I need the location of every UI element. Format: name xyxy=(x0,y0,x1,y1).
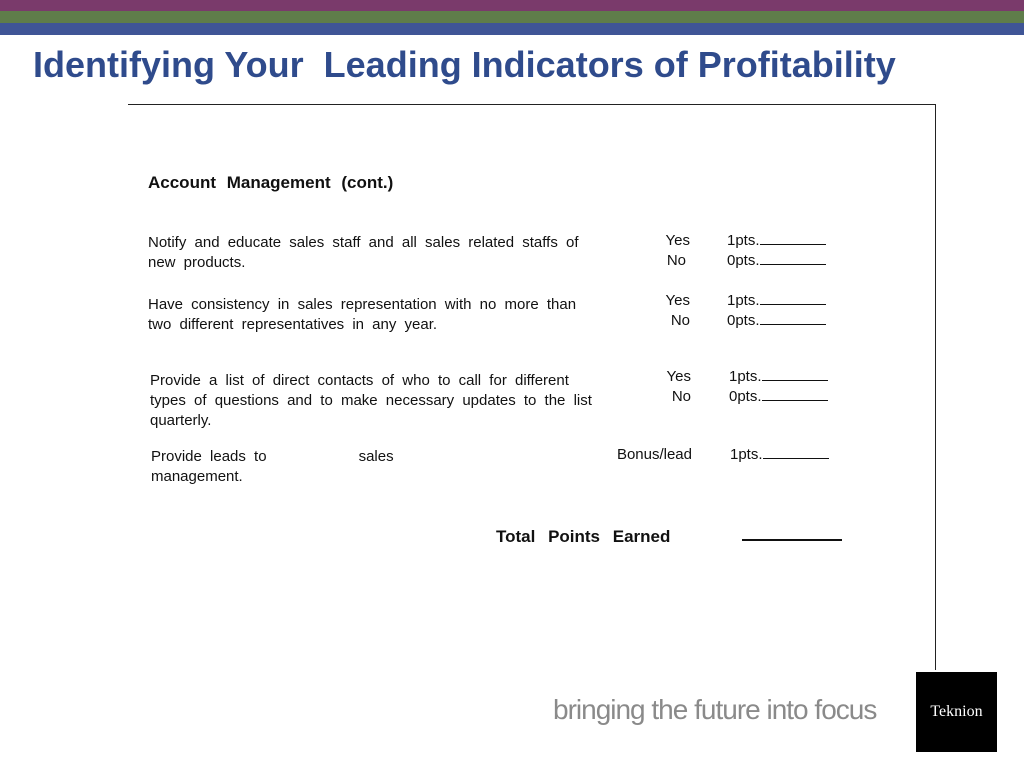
points-1-yes: 1pts. xyxy=(727,231,826,251)
points-2-no: 0pts. xyxy=(727,311,826,331)
score-blank[interactable] xyxy=(760,232,826,245)
points-1-no: 0pts. xyxy=(727,251,826,271)
score-blank[interactable] xyxy=(762,368,828,381)
points-3-yes: 1pts. xyxy=(729,367,828,387)
answer-2-yes: Yes xyxy=(665,292,690,309)
score-blank[interactable] xyxy=(762,388,828,401)
slide-title: Identifying Your Leading Indicators of Profitability xyxy=(33,44,896,85)
score-blank[interactable] xyxy=(763,446,829,459)
points-4-bonus: 1pts. xyxy=(730,445,829,465)
score-blank[interactable] xyxy=(760,292,826,305)
question-3-text: Provide a list of direct contacts of who to call for different types of questions and to make necessary updates to the list quarterly. xyxy=(150,372,592,429)
answer-1-no: No xyxy=(666,252,686,269)
points-3-no: 0pts. xyxy=(729,387,828,407)
tagline: bringing the future into focus xyxy=(553,694,877,725)
question-4-text: Provide leads to sales management. xyxy=(151,448,394,485)
score-blank[interactable] xyxy=(760,252,826,265)
answer-2-no: No xyxy=(670,312,690,329)
header-stripe-purple xyxy=(0,0,1024,11)
total-points-label: Total Points Earned xyxy=(496,527,671,546)
header-stripe-green xyxy=(0,11,1024,23)
total-points-blank[interactable] xyxy=(742,539,842,541)
form-heading: Account Management (cont.) xyxy=(148,173,394,192)
header-stripe-blue xyxy=(0,23,1024,35)
points-2-yes: 1pts. xyxy=(727,291,826,311)
answer-3-yes: Yes xyxy=(666,368,691,385)
question-2-text: Have consistency in sales representation with no more than two different representatives in any year. xyxy=(148,296,577,333)
teknion-logo: Teknion xyxy=(916,672,997,752)
answer-3-no: No xyxy=(671,388,691,405)
question-1-text: Notify and educate sales staff and all sales related staffs of new products. xyxy=(148,234,579,271)
answer-4-bonus: Bonus/lead xyxy=(616,446,692,463)
answer-1-yes: Yes xyxy=(665,232,690,249)
scanned-form xyxy=(128,104,936,670)
score-blank[interactable] xyxy=(760,312,826,325)
